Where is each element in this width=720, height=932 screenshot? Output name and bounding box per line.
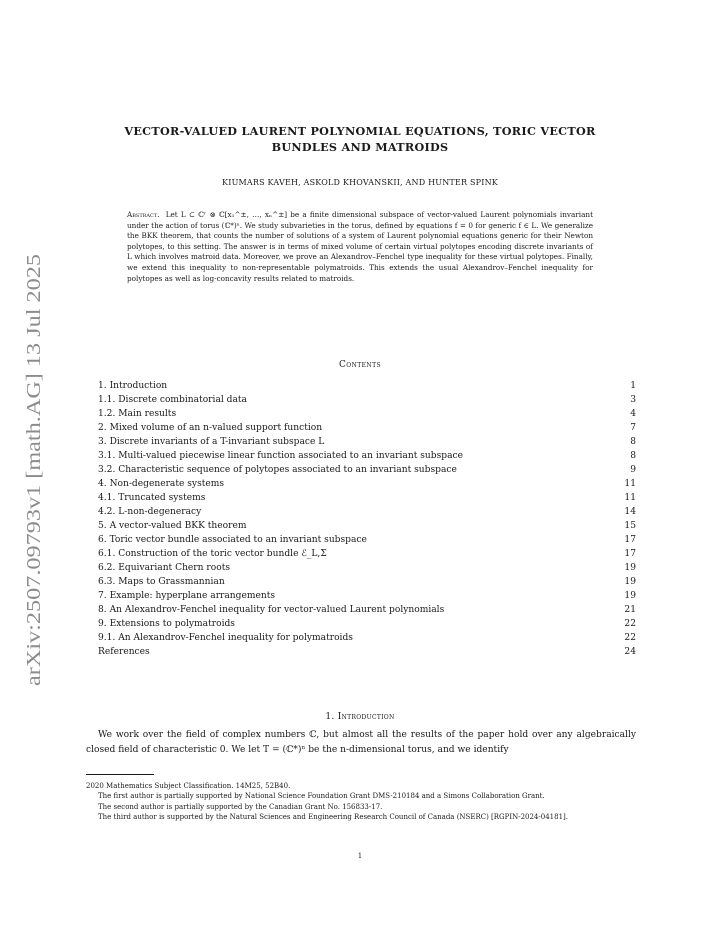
toc-entry-page: 22 <box>624 619 636 629</box>
toc-entry-label: 3.1. Multi-valued piecewise linear function associated to an invariant subspace <box>98 451 463 461</box>
footnote-first-author: The first author is partially supported by National Science Foundation Grant DMS-210184 and a Simons Collaboration Grant. <box>98 792 545 801</box>
toc-entry-label: 7. Example: hyperplane arrangements <box>98 591 276 601</box>
paper-title <box>90 123 630 155</box>
toc-entry-page: 15 <box>624 521 636 531</box>
toc-entry-label: 3.2. Characteristic sequence of polytopes associated to an invariant subspace <box>98 465 457 475</box>
toc-entry-label: 9.1. An Alexandrov-Fenchel inequality for polymatroids <box>98 633 353 643</box>
arxiv-stamp-text: arXiv:2507.09793v1 [math.AG] 13 Jul 2025 <box>23 320 45 686</box>
toc-entry[interactable] <box>98 519 636 533</box>
abstract-text: Let L ⊂ ℂʳ ⊗ ℂ[x₁^±, …, xₙ^±] be a finite dimensional subspace of vector-valued Laurent polynomials invariant under the action of torus (ℂ*)ⁿ. We study subvarieties in the torus, defined by equations f = 0 for generic f ∈ L. We generalize the BKK theorem, that counts the number of solutions of a system of Laurent polynomial equations generic for their Newton polytopes, to this setting. The answer is in terms of mixed volume of certain virtual polytopes encoding discrete invariants of L which involves matroid data. Moreover, we prove an Alexandrov–Fenchel type inequality for these virtual polytopes. Finally, we extend this inequality to non-representable polymatroids. This extends the usual Alexandrov–Fenchel inequality for polytopes as well as log-concavity results related to matroids. <box>127 210 593 283</box>
toc-entry[interactable] <box>98 393 636 407</box>
toc-entry[interactable] <box>98 435 636 449</box>
intro-text: We work over the field of complex numbers ℂ, but almost all the results of the paper hold over any algebraically closed field of characteristic 0. We let T = (ℂ*)ⁿ be the n-dimensional torus, and we identify <box>86 730 636 755</box>
toc-entry-label: 4. Non-degenerate systems <box>98 479 225 489</box>
toc-entry-page: 8 <box>630 437 636 447</box>
toc-entry-label: 5. A vector-valued BKK theorem <box>98 521 247 531</box>
toc-entry[interactable] <box>98 407 636 421</box>
toc-entry-label: 1.1. Discrete combinatorial data <box>98 395 247 405</box>
toc-entry-page: 19 <box>624 563 636 573</box>
toc-entry[interactable] <box>98 463 636 477</box>
toc-entry[interactable] <box>98 589 636 603</box>
toc-entry-page: 4 <box>630 409 636 419</box>
toc-entry-label: 6.2. Equivariant Chern roots <box>98 563 231 573</box>
toc-entry-page: 11 <box>624 493 636 503</box>
toc-entry-label: 4.2. L-non-degeneracy <box>98 507 202 517</box>
toc-entry[interactable] <box>98 379 636 393</box>
toc-entry[interactable] <box>98 603 636 617</box>
toc-entry-label: References <box>98 647 150 657</box>
toc-entry-page: 3 <box>630 395 636 405</box>
toc-entry-page: 11 <box>624 479 636 489</box>
section-heading: 1. Introduction <box>325 712 395 722</box>
abstract-heading: Abstract. <box>127 210 160 219</box>
arxiv-side-stamp <box>14 250 48 690</box>
intro-paragraph <box>86 728 636 758</box>
footnote-second-author: The second author is partially supported by the Canadian Grant No. 156833-17. <box>98 802 383 811</box>
toc-entry[interactable] <box>98 631 636 645</box>
toc-entry-page: 22 <box>624 633 636 643</box>
toc-entry-label: 1. Introduction <box>98 381 168 391</box>
toc-entry-page: 7 <box>630 423 636 433</box>
toc-entry-page: 21 <box>624 605 636 615</box>
table-of-contents <box>98 379 636 659</box>
toc-entry-page: 24 <box>624 647 636 657</box>
toc-entry-label: 6.3. Maps to Grassmannian <box>98 577 225 587</box>
toc-entry-page: 17 <box>624 549 636 559</box>
footnote-divider <box>86 774 154 775</box>
author-list: KIUMARS KAVEH, ASKOLD KHOVANSKII, AND HUNTER SPINK <box>222 178 498 187</box>
toc-entry[interactable] <box>98 505 636 519</box>
toc-entry-label: 1.2. Main results <box>98 409 177 419</box>
toc-entry-page: 1 <box>630 381 636 391</box>
toc-entry-label: 9. Extensions to polymatroids <box>98 619 235 629</box>
toc-entry-label: 6. Toric vector bundle associated to an invariant subspace <box>98 535 367 545</box>
page-number: 1 <box>357 852 363 860</box>
toc-entry[interactable] <box>98 617 636 631</box>
toc-entry-label: 6.1. Construction of the toric vector bundle ℰ_L,Σ <box>98 549 327 559</box>
toc-entry[interactable] <box>98 449 636 463</box>
footnote-third-author: The third author is supported by the Natural Sciences and Engineering Research Council of Canada (NSERC) [RGPIN-2024-04181]. <box>98 813 569 822</box>
toc-entry-label: 4.1. Truncated systems <box>98 493 206 503</box>
title-line-1: VECTOR-VALUED LAURENT POLYNOMIAL EQUATIONS, TORIC VECTOR <box>124 124 596 138</box>
toc-entry[interactable] <box>98 533 636 547</box>
contents-heading: Contents <box>339 360 381 370</box>
toc-entry[interactable] <box>98 421 636 435</box>
toc-entry-label: 3. Discrete invariants of a T-invariant subspace L <box>98 437 325 447</box>
toc-entry-page: 19 <box>624 591 636 601</box>
toc-entry-page: 19 <box>624 577 636 587</box>
toc-entry-label: 2. Mixed volume of an n-valued support function <box>98 423 323 433</box>
toc-entry[interactable] <box>98 575 636 589</box>
toc-entry[interactable] <box>98 645 636 659</box>
toc-entry-page: 17 <box>624 535 636 545</box>
toc-entry-page: 8 <box>630 451 636 461</box>
footnotes <box>86 781 636 823</box>
abstract <box>127 210 593 284</box>
toc-entry-label: 8. An Alexandrov-Fenchel inequality for vector-valued Laurent polynomials <box>98 605 445 615</box>
toc-entry[interactable] <box>98 491 636 505</box>
toc-entry[interactable] <box>98 547 636 561</box>
toc-entry[interactable] <box>98 561 636 575</box>
toc-entry-page: 14 <box>624 507 636 517</box>
toc-entry[interactable] <box>98 477 636 491</box>
footnote-msc: 2020 Mathematics Subject Classification. 14M25, 52B40. <box>86 782 291 790</box>
toc-entry-page: 9 <box>630 465 636 475</box>
title-line-2: BUNDLES AND MATROIDS <box>271 140 449 154</box>
